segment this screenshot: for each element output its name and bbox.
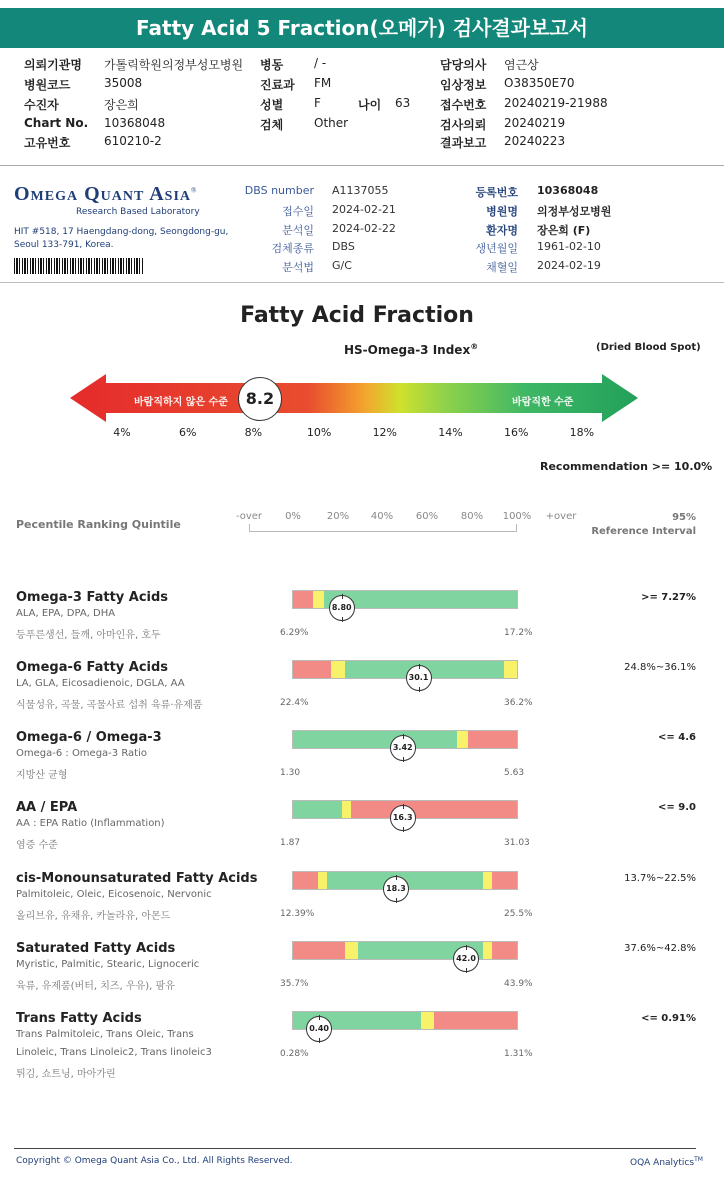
lab-tm: ® xyxy=(191,186,198,195)
footer-divider xyxy=(14,1148,696,1149)
marker-range-low: 1.30 xyxy=(280,768,301,778)
hdr-label: 병원코드 xyxy=(24,78,71,92)
marker-range-high: 25.5% xyxy=(504,909,533,919)
hdr-value: 가톨릭학원의정부성모병원 xyxy=(104,58,244,72)
gauge-tick-label: 8% xyxy=(244,426,263,439)
info-value: 10368048 xyxy=(537,184,599,197)
info-value: 2024-02-19 xyxy=(537,259,601,272)
info-label: 분석일 xyxy=(282,224,314,237)
index-subtitle xyxy=(344,342,478,357)
hdr-value: Other xyxy=(314,116,349,130)
hdr-label: 수진자 xyxy=(24,98,59,112)
hdr-label: 담당의사 xyxy=(440,58,487,72)
marker-reference: <= 9.0 xyxy=(658,802,696,813)
bar-segment xyxy=(293,731,457,748)
gauge-good-label: 바람직한 수준 xyxy=(512,397,574,408)
marker-title: Omega-6 Fatty Acids xyxy=(16,660,169,675)
scale-tick-label: +over xyxy=(545,511,577,522)
info-value: 의정부성모병원 xyxy=(537,205,612,218)
info-label: 등록번호 xyxy=(475,186,518,199)
bar-segment xyxy=(434,1012,517,1029)
section-divider xyxy=(0,282,724,283)
info-value: 2024-02-22 xyxy=(332,222,396,235)
info-label: 검체종류 xyxy=(271,242,314,255)
marker-subtitle-2: Linoleic, Trans Linoleic2, Trans linoleic3 xyxy=(16,1047,212,1058)
info-value: 장은희 (F) xyxy=(537,224,591,237)
marker-range-low: 6.29% xyxy=(280,628,309,638)
bar-segment xyxy=(483,872,492,889)
marker-value: 18.3 xyxy=(383,876,409,902)
marker-subtitle: Palmitoleic, Oleic, Eicosenoic, Nervonic xyxy=(16,889,212,900)
marker-value: 42.0 xyxy=(453,946,479,972)
index-subtitle-text: HS-Omega-3 Index xyxy=(344,343,471,357)
marker-title: Omega-3 Fatty Acids xyxy=(16,590,169,605)
dbs-note: (Dried Blood Spot) xyxy=(596,342,701,353)
info-value: A1137055 xyxy=(332,184,389,197)
lab-address-line2: Seoul 133-791, Korea. xyxy=(14,240,114,250)
marker-range-low: 12.39% xyxy=(280,909,315,919)
hdr-value: 35008 xyxy=(104,76,143,90)
hdr-value: 20240219-21988 xyxy=(504,96,608,110)
gauge-tick-label: 16% xyxy=(503,426,529,439)
bar-segment xyxy=(345,942,358,959)
bar-segment xyxy=(504,661,517,678)
marker-value: 16.3 xyxy=(390,805,416,831)
marker-range-high: 43.9% xyxy=(504,979,533,989)
marker-food-sources: 식물성유, 곡물, 곡물사료 섭취 육류·유제품 xyxy=(16,700,203,711)
info-label: 생년월일 xyxy=(475,242,518,255)
hdr-value: 63 xyxy=(395,96,411,110)
marker-reference: 24.8%~36.1% xyxy=(624,662,696,673)
scale-tick-label: -over xyxy=(235,511,263,522)
bar-segment xyxy=(313,591,324,608)
info-value: 1961-02-10 xyxy=(537,240,601,253)
recommendation: Recommendation >= 10.0% xyxy=(540,460,713,473)
bar-segment xyxy=(421,1012,434,1029)
bar-segment xyxy=(457,731,468,748)
oqa-analytics-brand xyxy=(630,1156,703,1168)
ref-interval-label: Reference Interval xyxy=(591,526,696,537)
marker-title: Omega-6 / Omega-3 xyxy=(16,730,162,745)
info-label: 환자명 xyxy=(486,224,518,237)
marker-range-low: 35.7% xyxy=(280,979,309,989)
hdr-label: 고유번호 xyxy=(24,136,71,150)
marker-subtitle: Omega-6 : Omega-3 Ratio xyxy=(16,748,148,759)
report-title: Fatty Acid 5 Fraction(오메가) 검사결과보고서 xyxy=(0,8,724,48)
marker-subtitle: AA : EPA Ratio (Inflammation) xyxy=(16,818,165,829)
hdr-label: 검사의뢰 xyxy=(440,118,487,132)
bar-segment xyxy=(293,661,331,678)
lab-name: Omega Quant Asia xyxy=(14,183,192,205)
hdr-value: 20240219 xyxy=(504,116,566,130)
hdr-label: 임상정보 xyxy=(440,78,487,92)
info-value: G/C xyxy=(332,259,352,272)
marker-subtitle: Trans Palmitoleic, Trans Oleic, Trans xyxy=(16,1029,194,1040)
marker-food-sources: 지방산 균형 xyxy=(16,770,68,781)
info-label: 분석법 xyxy=(282,261,314,274)
bar-segment xyxy=(492,872,517,889)
scale-tick-label: 40% xyxy=(370,511,394,522)
marker-title: Trans Fatty Acids xyxy=(16,1011,142,1026)
info-value: DBS xyxy=(332,240,355,253)
gauge-bad-label: 바람직하지 않은 수준 xyxy=(134,397,228,408)
bar-segment xyxy=(331,661,344,678)
marker-reference: 13.7%~22.5% xyxy=(624,873,696,884)
marker-reference: >= 7.27% xyxy=(641,592,696,603)
marker-title: Saturated Fatty Acids xyxy=(16,941,176,956)
hdr-value: 610210-2 xyxy=(104,134,162,148)
brand-tm: TM xyxy=(694,1156,703,1163)
info-label: DBS number xyxy=(244,184,314,197)
hdr-label: 나이 xyxy=(358,98,382,112)
marker-range-high: 36.2% xyxy=(504,698,533,708)
scale-tick-label: 100% xyxy=(502,511,532,522)
marker-reference: <= 0.91% xyxy=(641,1013,696,1024)
hdr-label: 진료과 xyxy=(260,78,295,92)
scale-tick-label: 20% xyxy=(326,511,350,522)
bar-segment xyxy=(293,872,318,889)
bar-segment xyxy=(318,872,327,889)
gauge-tick-label: 14% xyxy=(438,426,463,439)
hdr-value: / - xyxy=(314,56,327,70)
header-divider xyxy=(0,165,724,166)
marker-title: cis-Monounsaturated Fatty Acids xyxy=(16,871,258,886)
info-label: 병원명 xyxy=(486,205,518,218)
marker-subtitle: ALA, EPA, DPA, DHA xyxy=(16,608,116,619)
marker-range-bar xyxy=(292,590,518,609)
scale-tick-label: 0% xyxy=(285,511,301,522)
hdr-label: 병동 xyxy=(260,58,284,72)
bar-segment xyxy=(468,731,517,748)
bar-segment xyxy=(342,801,351,818)
lab-tagline: Research Based Laboratory xyxy=(76,207,200,217)
lab-logo xyxy=(14,183,197,206)
marker-food-sources: 육류, 유제품(버터, 치즈, 우유), 팜유 xyxy=(16,981,175,992)
hdr-value: 장은희 xyxy=(104,98,139,112)
gauge-value-marker xyxy=(238,377,282,421)
bar-segment xyxy=(483,942,492,959)
scale-tick-label: 60% xyxy=(415,511,439,522)
hdr-value: 염근상 xyxy=(504,58,539,72)
bar-segment xyxy=(293,591,313,608)
gauge-value: 8.2 xyxy=(245,389,275,408)
hdr-label: 검체 xyxy=(260,118,284,132)
index-subtitle-mark: ® xyxy=(470,342,479,351)
hdr-label: 접수번호 xyxy=(440,98,487,112)
gauge-tick-label: 12% xyxy=(372,426,398,439)
hdr-value: O38350E70 xyxy=(504,76,575,90)
hdr-value: 20240223 xyxy=(504,134,566,148)
gauge-tick-label: 6% xyxy=(178,426,197,439)
marker-range-bar xyxy=(292,660,518,679)
scale-tick-label: 80% xyxy=(460,511,484,522)
hdr-label: Chart No. xyxy=(24,116,89,130)
percentile-label: Pecentile Ranking Quintile xyxy=(16,518,181,531)
marker-range-low: 1.87 xyxy=(280,838,301,848)
marker-range-high: 31.03 xyxy=(504,838,530,848)
hdr-label: 의뢰기관명 xyxy=(24,58,82,72)
hdr-label: 결과보고 xyxy=(440,136,487,150)
info-value: 2024-02-21 xyxy=(332,203,396,216)
marker-food-sources: 염증 수준 xyxy=(16,840,58,851)
hdr-value: F xyxy=(314,96,321,110)
bar-segment xyxy=(492,942,517,959)
gauge-tick-label: 4% xyxy=(113,426,131,439)
marker-range-low: 22.4% xyxy=(280,698,309,708)
fatty-acid-title: Fatty Acid Fraction xyxy=(240,303,474,328)
info-label: 접수일 xyxy=(282,205,314,218)
bar-segment xyxy=(293,801,342,818)
scale-bracket xyxy=(249,524,517,532)
marker-food-sources: 튀김, 쇼트닝, 마아가린 xyxy=(16,1069,116,1080)
marker-range-high: 5.63 xyxy=(504,768,525,778)
marker-value: 0.40 xyxy=(306,1016,332,1042)
marker-subtitle: LA, GLA, Eicosadienoic, DGLA, AA xyxy=(16,678,185,689)
marker-range-high: 17.2% xyxy=(504,628,533,638)
marker-range-bar xyxy=(292,941,518,960)
marker-reference: 37.6%~42.8% xyxy=(624,943,696,954)
marker-range-low: 0.28% xyxy=(280,1049,309,1059)
bar-segment xyxy=(351,801,517,818)
marker-value: 30.1 xyxy=(406,665,432,691)
marker-reference: <= 4.6 xyxy=(658,732,696,743)
hdr-label: 성별 xyxy=(260,98,284,112)
hdr-value: 10368048 xyxy=(104,116,166,130)
marker-value: 3.42 xyxy=(390,735,416,761)
lab-address-line1: HIT #518, 17 Haengdang-dong, Seongdong-gu, xyxy=(14,227,229,237)
brand-name: OQA Analytics xyxy=(630,1158,695,1168)
gauge-tick-label: 10% xyxy=(306,426,332,439)
info-label: 채혈일 xyxy=(486,261,518,274)
marker-range-high: 1.31% xyxy=(504,1049,533,1059)
barcode-icon xyxy=(14,258,144,274)
marker-food-sources: 등푸른생선, 들깨, 아마인유, 호두 xyxy=(16,630,161,641)
gauge-tick-label: 18% xyxy=(569,426,595,439)
hdr-value: FM xyxy=(314,76,332,90)
bar-segment xyxy=(293,942,345,959)
marker-value: 8.80 xyxy=(329,595,355,621)
marker-subtitle: Myristic, Palmitic, Stearic, Lignoceric xyxy=(16,959,200,970)
marker-title: AA / EPA xyxy=(16,800,78,815)
copyright: Copyright © Omega Quant Asia Co., Ltd. All Rights Reserved. xyxy=(16,1156,293,1166)
ref-interval-top: 95% xyxy=(672,512,696,523)
marker-food-sources: 올리브유, 유채유, 카놀라유, 아몬드 xyxy=(16,911,171,922)
